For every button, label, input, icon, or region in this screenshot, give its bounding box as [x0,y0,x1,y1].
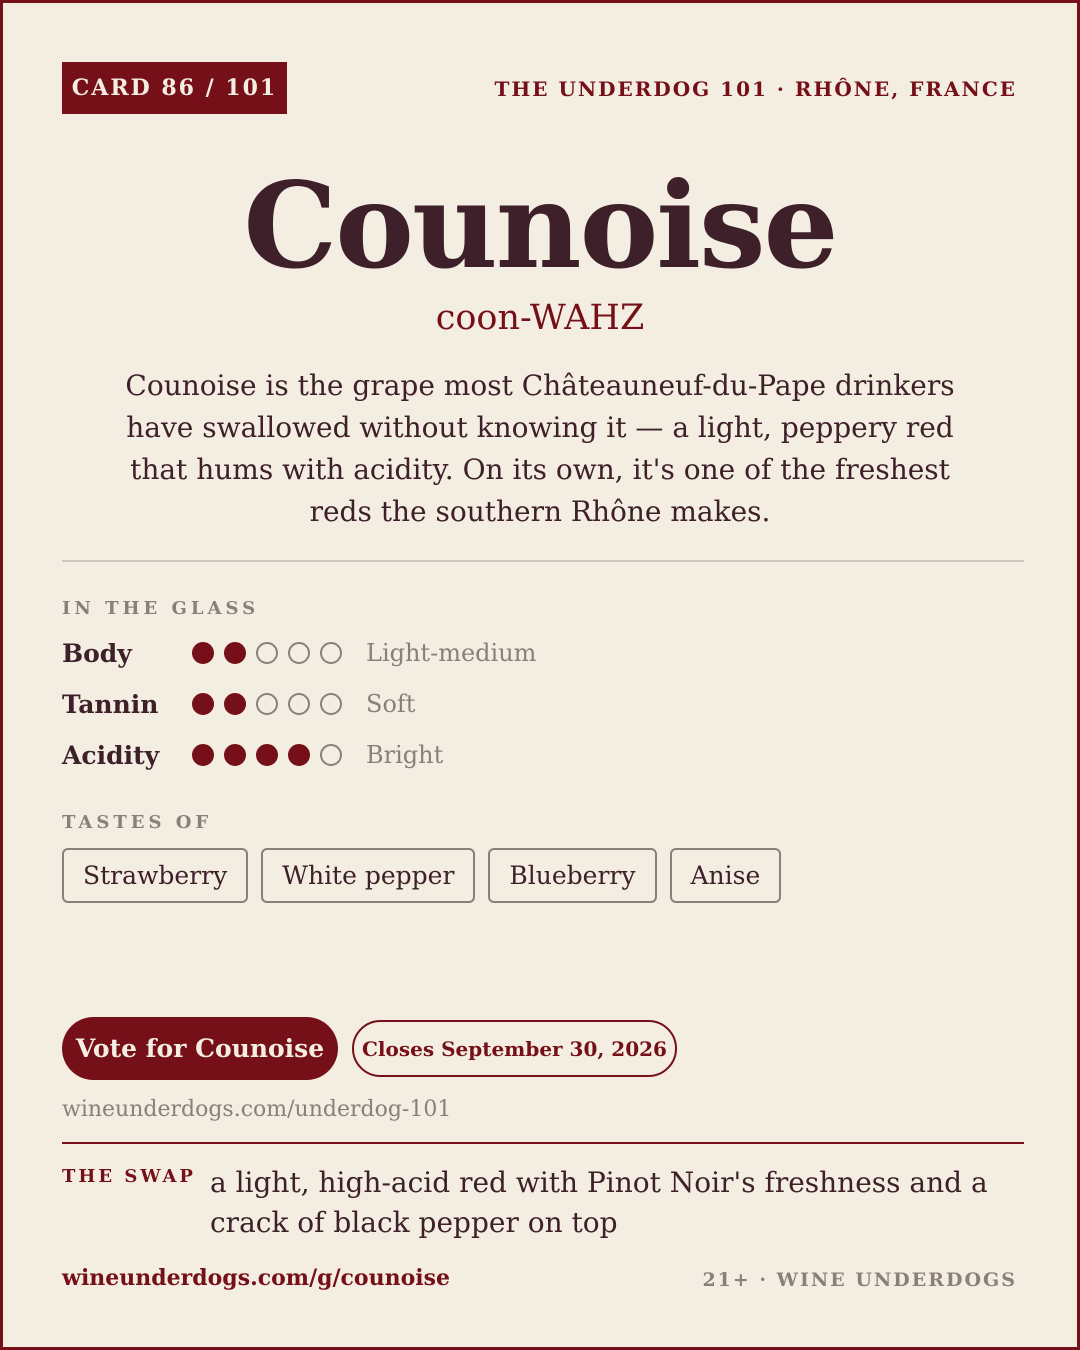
trait-rating-dots [192,744,366,766]
trait-row-body [62,638,536,668]
closes-date-badge: Closes September 30, 2026 [352,1020,677,1077]
pronunciation: coon-WAHZ [435,298,645,338]
trait-row-tannin [62,689,415,719]
rating-dot-filled [224,744,246,766]
rating-dot-filled [192,693,214,715]
taste-chips [62,848,781,903]
rating-dot-empty [256,693,278,715]
taste-chip-strawberry: Strawberry [62,848,248,903]
taste-chip-blueberry: Blueberry [488,848,656,903]
rating-dot-empty [320,744,342,766]
card-number-badge: CARD 86 / 101 [62,62,287,114]
swap-label: THE SWAP [62,1166,196,1187]
rating-dot-empty [288,642,310,664]
vote-button[interactable]: Vote for Counoise [62,1017,338,1080]
trait-description: Bright [366,741,444,769]
footer-brand: 21+ · WINE UNDERDOGS [702,1269,1017,1291]
grape-description: Counoise is the grape most Châteauneuf-du-Pape drinkers have swallowed without knowing it — a light, peppery red that hums with acidity. On its own, it's one of the freshest reds the southern Rhône makes. [125,369,955,528]
rating-dot-empty [320,642,342,664]
taste-chip-white-pepper: White pepper [261,848,475,903]
trait-rating-dots [192,693,366,715]
series-region-label: THE UNDERDOG 101 · RHÔNE, FRANCE [494,77,1017,101]
rating-dot-filled [256,744,278,766]
rating-dot-filled [192,642,214,664]
trait-description: Soft [366,690,416,718]
vote-url[interactable]: wineunderdogs.com/underdog-101 [62,1097,452,1122]
trait-row-acidity [62,740,443,770]
trait-description: Light-medium [366,639,537,667]
trait-rating-dots [192,642,366,664]
rating-dot-empty [256,642,278,664]
rating-dot-filled [224,693,246,715]
grape-name: Counoise [243,156,837,295]
rating-dot-filled [224,642,246,664]
divider [62,1142,1024,1144]
trait-name: Acidity [62,740,160,770]
swap-text: a light, high-acid red with Pinot Noir's freshness and a crack of black pepper on top [210,1166,988,1239]
rating-dot-filled [192,744,214,766]
in-the-glass-label: IN THE GLASS [62,598,260,619]
trait-name: Body [62,638,132,668]
rating-dot-empty [288,693,310,715]
rating-dot-empty [320,693,342,715]
taste-chip-anise: Anise [670,848,782,903]
tastes-of-label: TASTES OF [62,812,213,833]
grape-page-link[interactable]: wineunderdogs.com/g/counoise [62,1265,451,1291]
trait-name: Tannin [62,689,159,719]
rating-dot-filled [288,744,310,766]
divider [62,560,1024,562]
